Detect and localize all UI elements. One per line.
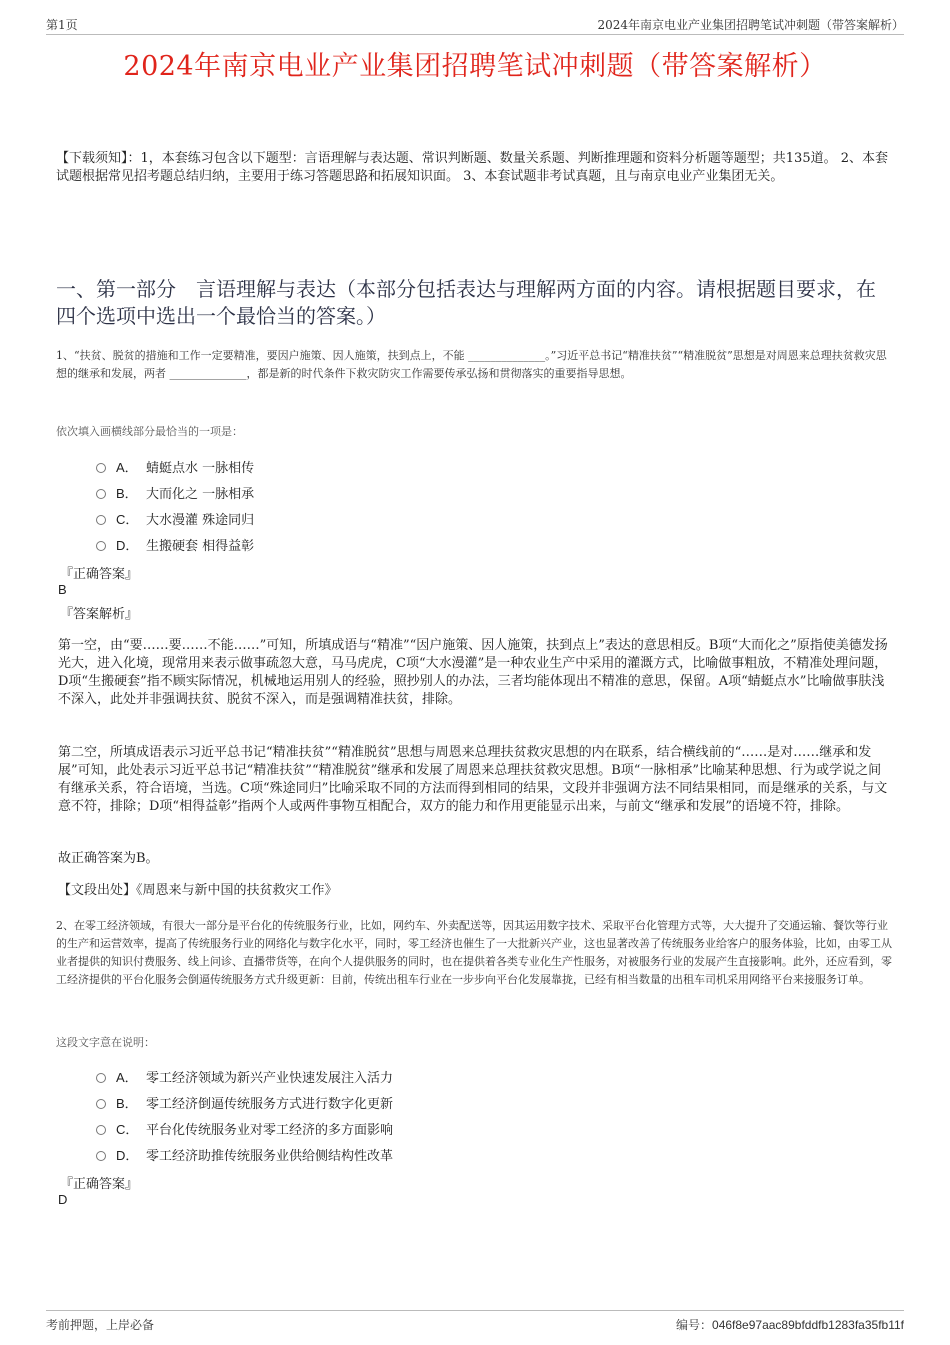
question-2-option-d[interactable]: D． 零工经济助推传统服务业供给侧结构性改革 [96,1141,393,1167]
radio-button[interactable] [96,463,106,473]
footer-code [676,1316,904,1333]
radio-button[interactable] [96,489,106,499]
question-2-answer-label: 『正确答案』 [60,1177,139,1192]
footer-slogan: 考前押题，上岸必备 [46,1318,155,1332]
question-1-stem: 1、“扶贫、脱贫的措施和工作一定要精准，要因户施策、因人施策，扶到点上，不能 ______________。”习近平总书记“精准扶贫”“精准脱贫”思想是对周恩来总理扶贫救灾思想的继承和发展，两者 ______________，都是新的时代条件下救灾防灾工作需要传承弘扬和贯彻落实的重要指导思想。 [56,349,887,380]
footer-code-label: 编号： [676,1318,713,1332]
radio-button[interactable] [96,1151,106,1161]
download-notice: 【下载须知】：1，本套练习包含以下题型：言语理解与表达题、常识判断题、数量关系题、判断推理题和资料分析题等题型；共135道。 2、本套试题根据常见招考题总结归纳，主要用于练习答题思路和拓展知识面。 3、本套试题非考试真题，且与南京电业产业集团无关。 [56,151,888,184]
radio-button[interactable] [96,1099,106,1109]
radio-button[interactable] [96,1125,106,1135]
question-1-source: 【文段出处】《周恩来与新中国的扶贫救灾工作》 [58,883,338,898]
question-1-prompt: 依次填入画横线部分最恰当的一项是： [56,425,243,438]
question-2-prompt: 这段文字意在说明： [56,1036,155,1049]
radio-button[interactable] [96,515,106,525]
footer-code-value: 046f8e97aac89bfddfb1283fa35fb11f [712,1318,904,1332]
question-2-stem: 2、在零工经济领域，有很大一部分是平台化的传统服务行业，比如，网约车、外卖配送等，因其运用数字技术、采取平台化管理方式等，大大提升了交通运输、餐饮等行业的生产和运营效率，提高了传统服务行业的网络化与数字化水平，同时，零工经济也催生了一大批新兴产业，这也显著改善了传统服务业给客户的服务体验，比如，由零工从业者提供的知识付费服务、线上问诊、直播带货等，在向个人提供服务的同时，也在提供着各类专业化生产性服务，对被服务行业的发展产生直接影响。此外，还应看到，零工经济提供的平台化服务会倒逼传统服务方式升级更新：目前，传统出租车行业在一步步向平台化发展靠拢，已经有相当数量的出租车司机采用网络平台来接服务订单。 [56,919,892,986]
question-1-options [96,453,254,557]
question-2-option-a[interactable]: A． 零工经济领域为新兴产业快速发展注入活力 [96,1063,393,1089]
page-number: 第1页 [46,18,78,32]
question-1-analysis-p2: 第二空，所填成语表示习近平总书记“精准扶贫”“精准脱贫”思想与周恩来总理扶贫救灾思想的内在联系，结合横线前的“……是对……继承和发展”可知，此处表示习近平总书记“精准扶贫”“精准脱贫”继承和发展了周恩来总理扶贫救灾思想。B项“一脉相承”比喻某种思想、行为或学说之间有继承关系，符合语境，当选。C项“殊途同归”比喻采取不同的方法而得到相同的结果，文段并非强调方法不同结果相同，而是继承的关系，与文意不符，排除；D项“相得益彰”指两个人或两件事物互相配合，双方的能力和作用更能显示出来，与前文“继承和发展”的语境不符，排除。 [58,745,888,814]
page-header [46,14,904,35]
section-heading: 一、第一部分 言语理解与表达（本部分包括表达与理解两方面的内容。请根据题目要求，在四个选项中选出一个最恰当的答案。） [56,277,876,328]
question-1-option-b[interactable]: B． 大而化之 一脉相承 [96,479,254,505]
header-doc-title: 2024年南京电业产业集团招聘笔试冲刺题（带答案解析） [597,18,904,32]
question-1-option-d[interactable]: D． 生搬硬套 相得益彰 [96,531,254,557]
question-2-option-b[interactable]: B． 零工经济倒逼传统服务方式进行数字化更新 [96,1089,393,1115]
question-2-option-c[interactable]: C． 平台化传统服务业对零工经济的多方面影响 [96,1115,393,1141]
radio-button[interactable] [96,1073,106,1083]
page-footer [46,1310,904,1335]
question-1-answer-label: 『正确答案』 [60,567,139,582]
question-1-option-c[interactable]: C． 大水漫灌 殊途同归 [96,505,254,531]
question-1-option-a[interactable]: A． 蜻蜓点水 一脉相传 [96,453,254,479]
question-1-analysis-label: 『答案解析』 [60,607,139,622]
question-1-conclusion: 故正确答案为B。 [58,851,159,866]
question-2-answer: D [58,1192,68,1207]
question-2-options [96,1063,393,1167]
radio-button[interactable] [96,541,106,551]
question-1-answer: B [58,582,67,597]
question-1-analysis-p1: 第一空，由“要……要……不能……”可知，所填成语与“精准”“因户施策、因人施策，扶到点上”表达的意思相反。B项“大而化之”原指使美德发扬光大，进入化境，现常用来表示做事疏忽大意，马马虎虎，C项“大水漫灌”是一种农业生产中采用的灌溉方式，比喻做事粗放，不精准处理问题，D项“生搬硬套”指不顾实际情况，机械地运用别人的经验，照抄别人的办法，三者均能体现出不精准的意思，保留。A项“蜻蜓点水”比喻做事肤浅不深入，此处并非强调扶贫、脱贫不深入，而是强调精准扶贫，排除。 [58,638,888,707]
document-title: 2024年南京电业产业集团招聘笔试冲刺题（带答案解析） [123,51,827,82]
